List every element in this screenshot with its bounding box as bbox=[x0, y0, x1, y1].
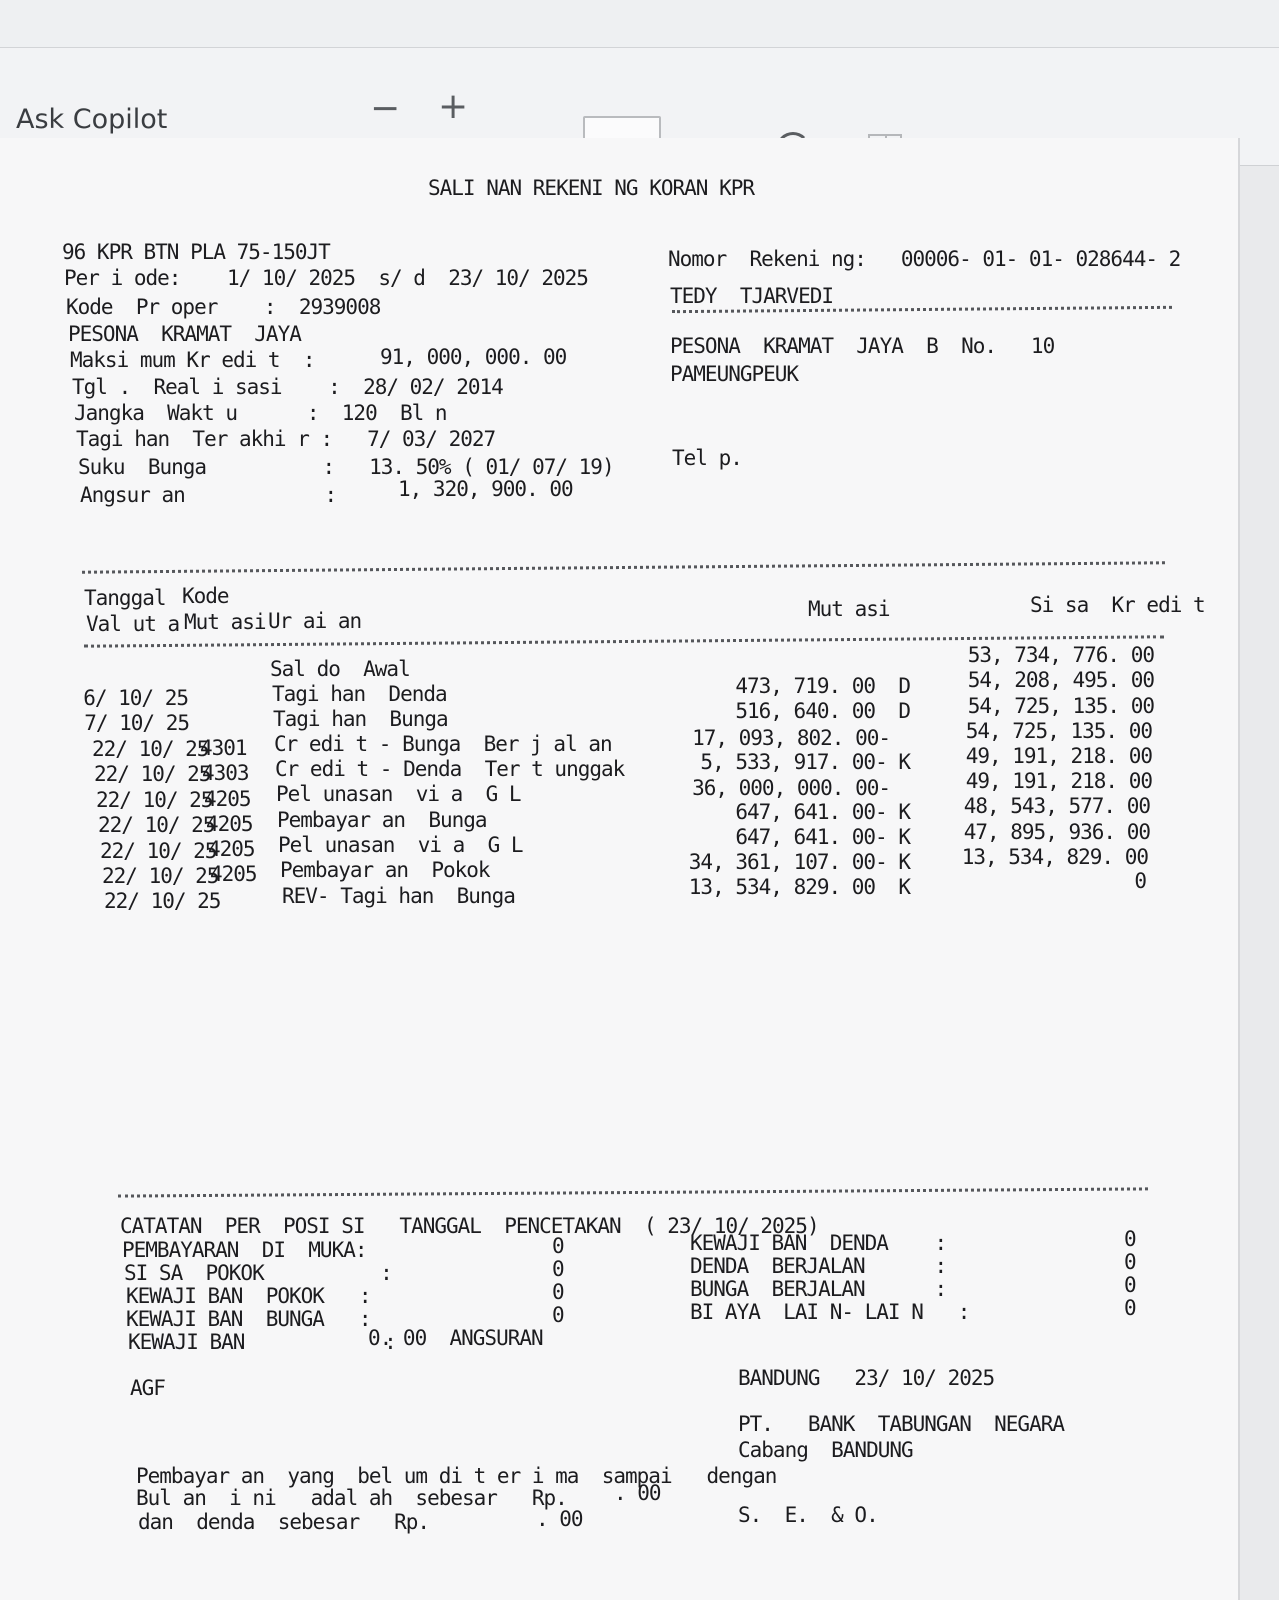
suku-bunga: Suku Bunga : 13. 50% ( 01/ 07/ 19) bbox=[78, 455, 614, 479]
row-uraian: Cr edi t - Bunga Ber j al an bbox=[274, 732, 612, 756]
jangka-waktu: Jangka Wakt u : 120 Bl n bbox=[74, 401, 447, 425]
row-mutasi: 647, 641. 00- K bbox=[735, 825, 910, 849]
row-mutasi: 647, 641. 00- K bbox=[735, 800, 910, 824]
row-sisa-kredit: 47, 895, 936. 00 bbox=[963, 820, 1150, 844]
catatan-label: BUNGA BERJALAN : bbox=[690, 1277, 947, 1301]
row-mutasi: 516, 640. 00 D bbox=[735, 699, 910, 723]
row-kode: 4205 bbox=[210, 862, 257, 886]
bank-name: PT. BANK TABUNGAN NEGARA bbox=[738, 1412, 1065, 1436]
row-tanggal: 22/ 10/ 25 bbox=[98, 813, 215, 837]
footer-line-3-value: . 00 bbox=[536, 1507, 583, 1531]
address-line-2: PAMEUNGPEUK bbox=[670, 362, 799, 386]
catatan-value: 0 bbox=[552, 1303, 564, 1327]
row-tanggal: 22/ 10/ 25 bbox=[92, 737, 209, 761]
saldo-awal-value: 53, 734, 776. 00 bbox=[967, 643, 1154, 667]
row-sisa-kredit: 13, 534, 829. 00 bbox=[961, 845, 1148, 869]
footer-line-1: Pembayar an yang bel um di t er i ma sampai dengan bbox=[136, 1464, 777, 1488]
angsuran-value: 1, 320, 900. 00 bbox=[398, 477, 573, 501]
row-kode: 4205 bbox=[208, 837, 255, 861]
row-sisa-kredit: 0 bbox=[1134, 869, 1146, 893]
row-sisa-kredit: 54, 725, 135. 00 bbox=[965, 719, 1152, 743]
row-uraian: Cr edi t - Denda Ter t unggak bbox=[275, 757, 625, 781]
city-date: BANDUNG 23/ 10/ 2025 bbox=[738, 1366, 995, 1390]
tanggal-realisasi: Tgl . Real i sasi : 28/ 02/ 2014 bbox=[72, 375, 503, 399]
header-valuta: Val ut a bbox=[86, 612, 180, 636]
footer-line-3: dan denda sebesar Rp. bbox=[138, 1510, 430, 1534]
account-holder-name: TEDY TJARVEDI bbox=[670, 284, 834, 308]
catatan-value: 0 bbox=[1124, 1296, 1136, 1320]
window-top-strip bbox=[0, 0, 1279, 48]
kewajiban-value: 0. 00 ANGSURAN bbox=[368, 1326, 543, 1350]
row-mutasi: 473, 719. 00 D bbox=[735, 674, 910, 698]
catatan-label: PEMBAYARAN DI MUKA: bbox=[122, 1238, 367, 1262]
row-uraian: Pel unasan vi a G L bbox=[278, 833, 523, 857]
seo-label: S. E. & O. bbox=[738, 1503, 878, 1527]
proyek-name: PESONA KRAMAT JAYA bbox=[68, 322, 301, 346]
footer-line-2-value: . 00 bbox=[614, 1481, 661, 1505]
row-uraian: Tagi han Bunga bbox=[273, 707, 448, 731]
footer-line-2: Bul an i ni adal ah sebesar Rp. bbox=[136, 1486, 567, 1510]
header-mutasi: Mut asi bbox=[808, 597, 890, 621]
row-tanggal: 6/ 10/ 25 bbox=[83, 686, 188, 710]
product-name: 96 KPR BTN PLA 75-150JT bbox=[62, 240, 330, 264]
catatan-value: 0 bbox=[1124, 1250, 1136, 1274]
row-mutasi: 34, 361, 107. 00- K bbox=[688, 850, 910, 874]
header-tanggal: Tanggal bbox=[84, 586, 166, 610]
row-tanggal: 22/ 10/ 25 bbox=[104, 889, 221, 913]
catatan-label: KEWAJI BAN POKOK : bbox=[126, 1284, 371, 1308]
row-uraian: Pembayar an Pokok bbox=[280, 858, 490, 882]
row-tanggal: 22/ 10/ 25 bbox=[94, 762, 211, 786]
angsuran-label: Angsur an : bbox=[80, 483, 337, 507]
row-sisa-kredit: 48, 543, 577. 00 bbox=[963, 794, 1150, 818]
row-tanggal: 22/ 10/ 25 bbox=[100, 839, 217, 863]
row-sisa-kredit: 54, 208, 495. 00 bbox=[967, 668, 1154, 692]
row-mutasi: 5, 533, 917. 00- K bbox=[700, 750, 910, 774]
address-line-1: PESONA KRAMAT JAYA B No. 10 bbox=[670, 334, 1055, 358]
row-mutasi: 36, 000, 000. 00- bbox=[692, 776, 890, 800]
branch-name: Cabang BANDUNG bbox=[738, 1438, 913, 1462]
row-sisa-kredit: 54, 725, 135. 00 bbox=[967, 694, 1154, 718]
row-mutasi: 17, 093, 802. 00- bbox=[692, 726, 890, 750]
catatan-value: 0 bbox=[552, 1257, 564, 1281]
catatan-value: 0 bbox=[552, 1280, 564, 1304]
catatan-value: 0 bbox=[552, 1234, 564, 1258]
ask-copilot-button[interactable]: Ask Copilot bbox=[16, 104, 168, 135]
header-sisa-kredit: Si sa Kr edi t bbox=[1030, 593, 1205, 617]
row-kode: 4303 bbox=[202, 761, 249, 785]
periode: Per i ode: 1/ 10/ 2025 s/ d 23/ 10/ 2025 bbox=[64, 266, 588, 290]
catatan-value: 0 bbox=[1124, 1273, 1136, 1297]
maksimum-kredit-label: Maksi mum Kr edi t : bbox=[70, 348, 315, 372]
row-tanggal: 7/ 10/ 25 bbox=[84, 711, 189, 735]
row-kode: 4301 bbox=[200, 736, 247, 760]
zoom-in-button[interactable]: + bbox=[438, 86, 469, 127]
row-uraian: REV- Tagi han Bunga bbox=[282, 884, 515, 908]
saldo-awal-label: Sal do Awal bbox=[270, 657, 410, 681]
maksimum-kredit-value: 91, 000, 000. 00 bbox=[380, 345, 567, 369]
agf-label: AGF bbox=[130, 1376, 165, 1400]
catatan-label: SI SA POKOK : bbox=[124, 1261, 392, 1285]
nomor-rekening: Nomor Rekeni ng: 00006- 01- 01- 028644- 2 bbox=[668, 247, 1181, 271]
zoom-out-button[interactable]: − bbox=[370, 88, 401, 129]
row-sisa-kredit: 49, 191, 218. 00 bbox=[965, 769, 1152, 793]
catatan-title: CATATAN PER POSI SI TANGGAL PENCETAKAN ( 23/ 10/ 2025) bbox=[120, 1214, 819, 1238]
kode-proper: Kode Pr oper : 2939008 bbox=[66, 295, 381, 319]
tagihan-terakhir: Tagi han Ter akhi r : 7/ 03/ 2027 bbox=[76, 427, 496, 451]
row-uraian: Pel unasan vi a G L bbox=[276, 782, 521, 806]
telp-label: Tel p. bbox=[672, 446, 742, 470]
catatan-label: DENDA BERJALAN : bbox=[690, 1254, 947, 1278]
catatan-label: KEWAJI BAN BUNGA : bbox=[126, 1307, 371, 1331]
catatan-label: BI AYA LAI N- LAI N : bbox=[690, 1300, 970, 1324]
row-tanggal: 22/ 10/ 25 bbox=[96, 788, 213, 812]
header-uraian: Ur ai an bbox=[268, 609, 362, 633]
row-mutasi: 13, 534, 829. 00 K bbox=[688, 875, 910, 899]
header-mutasi-kode: Mut asi bbox=[184, 610, 266, 634]
document-title: SALI NAN REKENI NG KORAN KPR bbox=[428, 176, 755, 200]
row-kode: 4205 bbox=[204, 787, 251, 811]
row-kode: 4205 bbox=[206, 812, 253, 836]
row-uraian: Pembayar an Bunga bbox=[277, 808, 487, 832]
row-sisa-kredit: 49, 191, 218. 00 bbox=[965, 744, 1152, 768]
catatan-label: KEWAJI BAN DENDA : bbox=[690, 1231, 947, 1255]
row-uraian: Tagi han Denda bbox=[272, 682, 447, 706]
header-kode: Kode bbox=[182, 584, 229, 608]
kewajiban-label: KEWAJI BAN : bbox=[128, 1330, 396, 1354]
catatan-value: 0 bbox=[1124, 1227, 1136, 1251]
row-tanggal: 22/ 10/ 25 bbox=[102, 864, 219, 888]
